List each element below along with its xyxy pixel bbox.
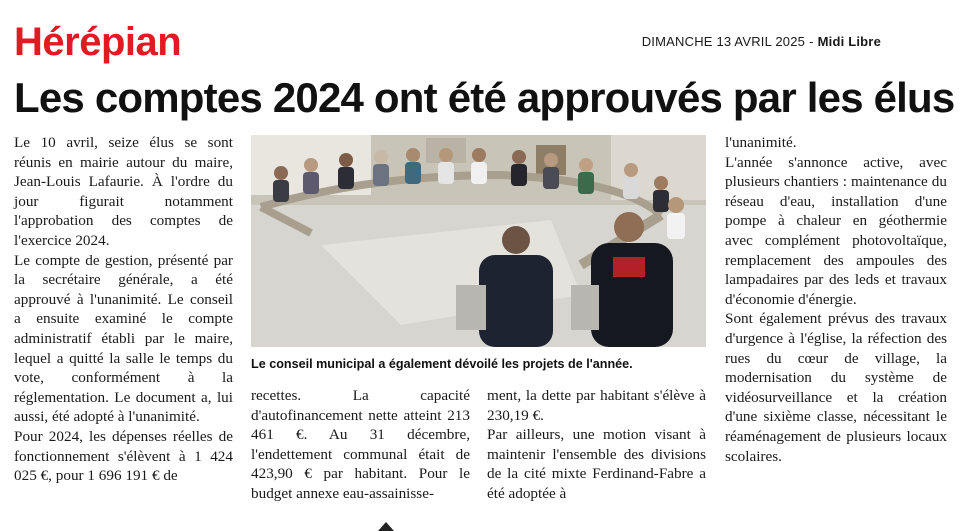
photo-caption: Le conseil municipal a également dévoilé les projets de l'année.: [251, 357, 633, 371]
paragraph: Sont également prévus des travaux d'urgence à l'église, la réfection des rues du cœur de village, la modernisation du système de vidéosurveillance et la création d'une sixième classe, nécessitant le réaménagement de plusieurs locaux scolaires.: [725, 310, 947, 465]
publication-date: DIMANCHE 13 AVRIL 2025: [641, 34, 806, 49]
paragraph: recettes. La capacité d'autofinancement nette atteint 213 461 €. Au 31 décembre, l'endettement communal était de 423,90 € par habitant. Pour le budget annexe eau-assainisse-: [251, 387, 470, 502]
dateline-separator: -: [809, 34, 814, 49]
article-column-3: [487, 386, 706, 504]
paragraph: Pour 2024, les dépenses réelles de fonctionnement s'élèvent à 1 424 025 €, pour 1 696 191 € de: [14, 427, 233, 485]
paragraph: Le compte de gestion, présenté par la secrétaire générale, a été approuvé à l'unanimité. Le conseil a ensuite examiné le compte administratif établi par le maire, lequel a quitté la salle le temps du vote, conformément à la réglementation. Le document a, lui aussi, été adopté à l'unanimité.: [14, 251, 233, 426]
paragraph: L'année s'annonce active, avec plusieurs chantiers : maintenance du réseau d'eau, installation d'une pompe à chaleur en géothermie avec complément photovoltaïque, remplacement des ampoules des lampadaires par des leds et travaux d'économie d'énergie.: [725, 153, 947, 308]
dateline: [642, 34, 881, 49]
page-marker-icon: [378, 522, 394, 531]
paragraph: Par ailleurs, une motion visant à maintenir l'ensemble des divisions de la cité mixte Ferdinand-Fabre a été adoptée à: [487, 426, 706, 502]
paragraph: ment, la dette par habitant s'élève à 230,19 €.: [487, 387, 706, 424]
newspaper-name: Midi Libre: [817, 34, 881, 49]
town-name: Hérépian: [14, 20, 182, 64]
article-column-4: [725, 133, 947, 466]
article-column-2: [251, 386, 470, 504]
article-photo: [251, 135, 706, 347]
headline: Les comptes 2024 ont été approuvés par les élus: [14, 74, 955, 121]
paragraph: Le 10 avril, seize élus se sont réunis en mairie autour du maire, Jean-Louis Lafaurie. À l'ordre du jour figurait notamment l'approbation des comptes de l'exercice 2024.: [14, 134, 233, 249]
paragraph: l'unanimité.: [725, 134, 797, 151]
council-meeting-photo: [251, 135, 706, 347]
article-column-1: [14, 133, 233, 486]
